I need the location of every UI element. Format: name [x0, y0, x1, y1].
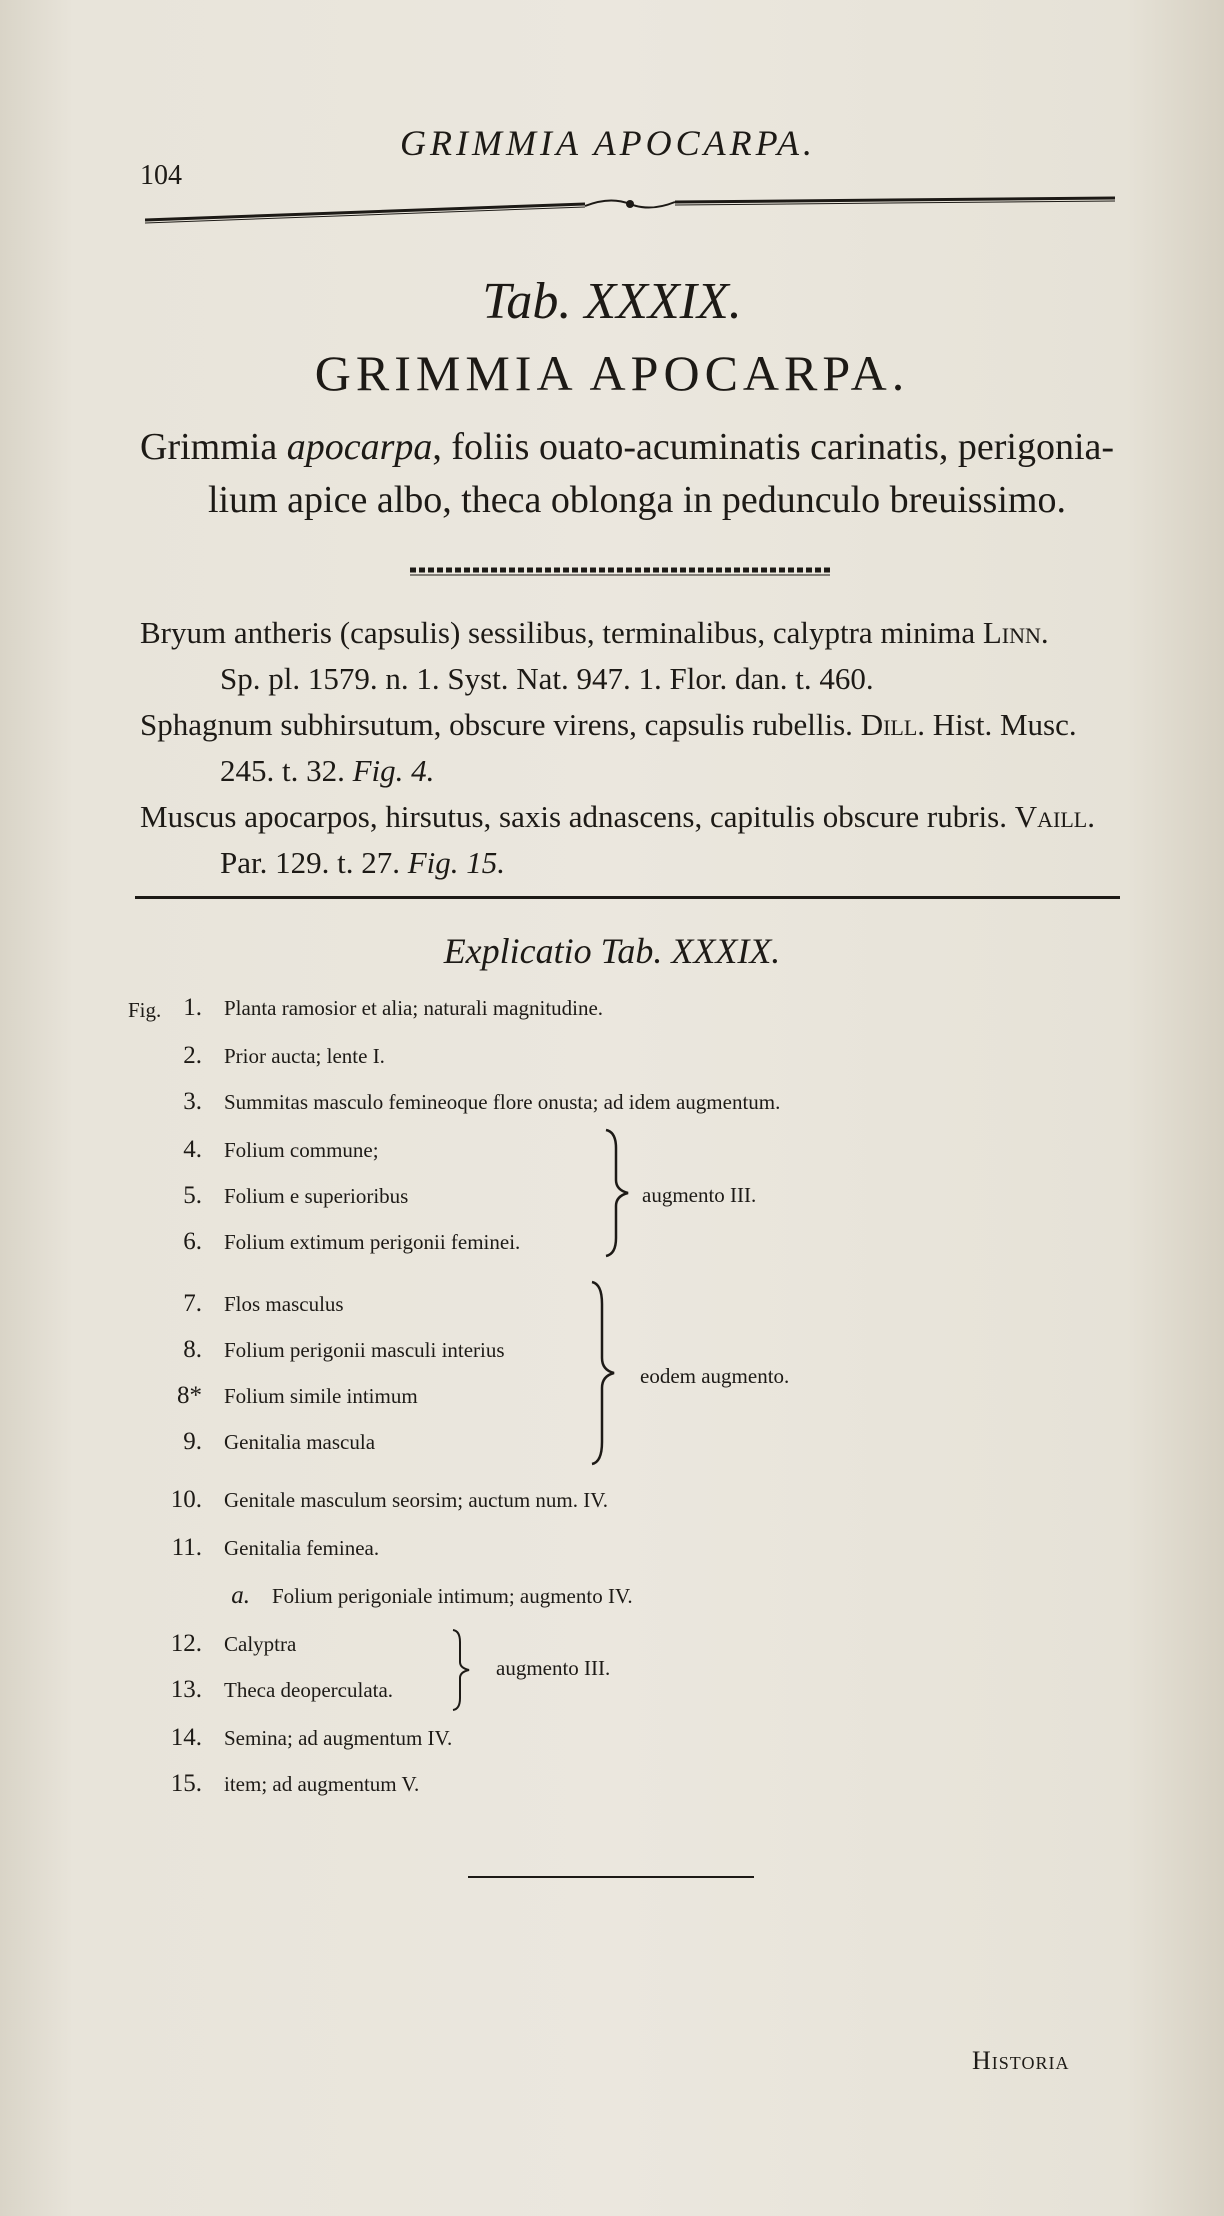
ornamental-rule-small	[410, 560, 830, 580]
synonym-citation: Par. 129. t. 27.	[220, 845, 408, 880]
section-rule	[135, 896, 1120, 899]
diagnosis-line-1	[140, 425, 1114, 469]
fig-item-12	[162, 1630, 296, 1658]
fig-item-8	[162, 1336, 505, 1364]
species-title: GRIMMIA APOCARPA.	[314, 345, 910, 401]
fig-text: Theca deoperculata.	[224, 1678, 394, 1702]
fig-item-9	[162, 1428, 375, 1456]
fig-item-11	[162, 1534, 379, 1562]
fig-item-14	[162, 1724, 452, 1752]
fig-item-7	[162, 1290, 344, 1318]
running-title: GRIMMIA APOCARPA.	[400, 123, 816, 163]
fig-number: a.	[231, 1582, 250, 1609]
fig-number: 6.	[183, 1228, 202, 1255]
synonym-author: Vaill.	[1014, 799, 1095, 834]
synonym-author: Linn.	[982, 615, 1049, 650]
fig-text: Folium extimum perigonii feminei.	[224, 1230, 521, 1254]
fig-item-15	[162, 1770, 419, 1798]
fig-text: Semina; ad augmentum IV.	[224, 1726, 453, 1750]
fig-number: 9.	[183, 1428, 202, 1455]
ornamental-rule	[145, 196, 1115, 226]
fig-item-6	[162, 1228, 520, 1256]
brace-4-6	[602, 1128, 630, 1258]
fig-text: Genitalia feminea.	[224, 1536, 380, 1560]
fig-number: 8.	[183, 1336, 202, 1363]
fig-item-2	[162, 1042, 385, 1070]
diagnosis-epithet: apocarpa	[286, 426, 433, 468]
fig-label: Fig.	[128, 998, 162, 1022]
synonym-citation: 245. t. 32.	[220, 753, 353, 788]
fig-number: 12.	[170, 1630, 202, 1657]
page-number: 104	[140, 160, 182, 191]
fig-text: Flos masculus	[224, 1292, 344, 1316]
synonym-figure: Fig. 15.	[407, 845, 506, 880]
synonym-text: Muscus apocarpos, hirsutus, saxis adnascens, capitulis obscure rubris.	[140, 799, 1015, 834]
fig-item-1	[162, 994, 603, 1022]
fig-text: Calyptra	[224, 1632, 297, 1656]
group-label-7-9: eodem augmento.	[640, 1364, 790, 1388]
fig-item-5	[162, 1182, 408, 1210]
fig-number: 11.	[171, 1534, 202, 1561]
fig-number: 15.	[170, 1770, 202, 1797]
fig-text: Folium perigoniale intimum; augmento IV.	[272, 1584, 633, 1608]
diagnosis-genus: Grimmia	[140, 426, 287, 468]
fig-text: Genitalia mascula	[224, 1430, 376, 1454]
synonym-text: Sphagnum subhirsutum, obscure virens, capsulis rubellis.	[140, 707, 861, 742]
synonym-3-line-2	[220, 845, 505, 881]
fig-number: 10.	[170, 1486, 202, 1513]
synonym-figure: Fig. 4.	[352, 753, 435, 788]
fig-text: Genitale masculum seorsim; auctum num. IV.	[224, 1488, 608, 1512]
synonym-2-line-2	[220, 753, 434, 789]
fig-text: Planta ramosior et alia; naturali magnitudine.	[224, 996, 604, 1020]
fig-number: 1.	[183, 994, 202, 1021]
fig-item-11a	[210, 1582, 633, 1610]
synonym-2-line-1	[140, 707, 1077, 743]
synonym-1-line-1	[140, 615, 1049, 651]
fig-item-3	[162, 1088, 780, 1116]
group-label-4-6: augmento III.	[642, 1183, 757, 1207]
fig-number: 3.	[183, 1088, 202, 1115]
fig-text: Folium e superioribus	[224, 1184, 409, 1208]
fig-number: 14.	[170, 1724, 202, 1751]
diagnosis-line-2: lium apice albo, theca oblonga in pedunculo breuissimo.	[208, 479, 1066, 521]
fig-item-13	[162, 1676, 393, 1704]
fig-number: 13.	[170, 1676, 202, 1703]
explicatio-heading: Explicatio Tab. XXXIX.	[443, 931, 781, 971]
closing-rule	[468, 1876, 754, 1878]
group-label-12-13: augmento III.	[496, 1656, 611, 1680]
fig-text: Prior aucta; lente I.	[224, 1044, 385, 1068]
fig-text: item; ad augmentum V.	[224, 1772, 420, 1796]
synonym-work: Hist. Musc.	[925, 707, 1077, 742]
fig-item-10	[162, 1486, 608, 1514]
fig-number: 2.	[183, 1042, 202, 1069]
fig-item-4	[162, 1136, 379, 1164]
brace-7-9	[586, 1280, 618, 1466]
fig-number: 5.	[183, 1182, 202, 1209]
fig-item-8star	[162, 1382, 418, 1410]
synonym-1-line-2: Sp. pl. 1579. n. 1. Syst. Nat. 947. 1. Flor. dan. t. 460.	[220, 661, 874, 696]
diagnosis-text: , foliis ouato-acuminatis carinatis, perigonia-	[432, 426, 1115, 468]
fig-text: Summitas masculo femineoque flore onusta; ad idem augmentum.	[224, 1090, 781, 1114]
synonym-3-line-1	[140, 799, 1095, 835]
synonym-author: Dill.	[860, 707, 926, 742]
brace-12-13	[450, 1628, 472, 1712]
fig-number: 8*	[177, 1382, 202, 1409]
fig-text: Folium simile intimum	[224, 1384, 418, 1408]
fig-text: Folium commune;	[224, 1138, 379, 1162]
catchword: Historia	[972, 2046, 1070, 2075]
fig-number: 7.	[183, 1290, 202, 1317]
synonym-text: Bryum antheris (capsulis) sessilibus, terminalibus, calyptra minima	[140, 615, 983, 650]
plate-number: Tab. XXXIX.	[482, 273, 742, 330]
fig-number: 4.	[183, 1136, 202, 1163]
fig-text: Folium perigonii masculi interius	[224, 1338, 505, 1362]
